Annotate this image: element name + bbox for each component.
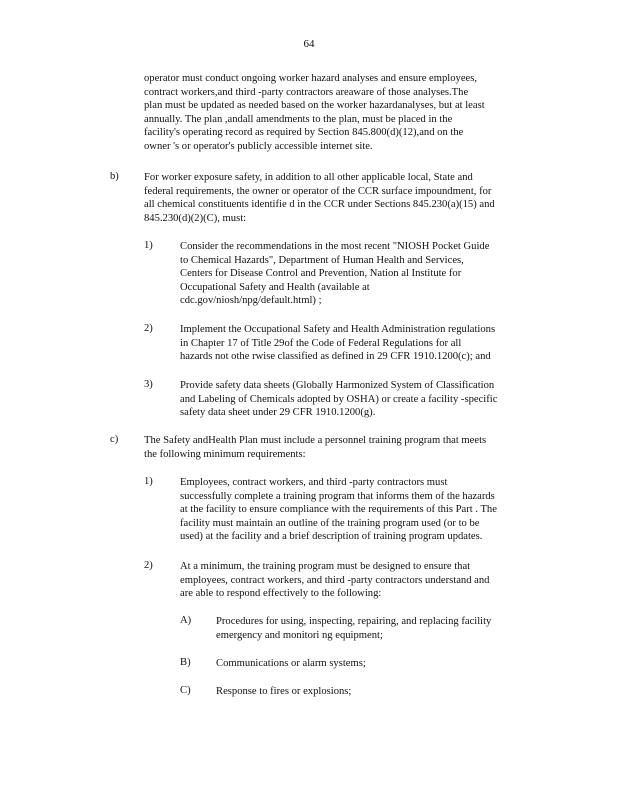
text-line: Response to fires or explosions; xyxy=(216,686,352,697)
item-b1-paragraph xyxy=(180,240,540,308)
text-line: Occupational Safety and Health (available at xyxy=(180,281,370,293)
item-b2-paragraph xyxy=(180,323,540,364)
subitem-c2b-marker: B) xyxy=(180,657,191,668)
subitem-c2a-paragraph xyxy=(216,615,536,642)
text-line: The Safety andHealth Plan must include a personnel training program that meets xyxy=(144,435,487,446)
text-line: successfully complete a training program that informs them of the hazards xyxy=(180,490,495,502)
section-b-paragraph xyxy=(144,171,539,225)
text-line: plan must be updated as needed based on the worker hazardanalyses, but at least xyxy=(144,100,485,112)
text-line: employees, contract workers, and third -party contractors understand and xyxy=(180,574,490,586)
text-line: facility's operating record as required by Section 845.800(d)(12),and on the xyxy=(144,127,464,139)
subitem-c2c-paragraph xyxy=(216,685,536,699)
subitem-c2b-paragraph xyxy=(216,657,536,671)
item-b3-marker: 3) xyxy=(144,379,153,390)
text-line: emergency and monitori ng equipment; xyxy=(216,629,383,641)
text-line: all chemical constituents identifie d in the CCR under Sections 845.230(a)(15) and xyxy=(144,199,495,211)
section-b-marker: b) xyxy=(110,171,119,182)
text-line: annually. The plan ,andall amendments to the plan, must be placed in the xyxy=(144,113,453,125)
section-c-paragraph xyxy=(144,434,539,461)
item-b1-marker: 1) xyxy=(144,240,153,251)
text-line: are able to respond effectively to the following: xyxy=(180,588,382,600)
text-line: owner 's or operator's publicly accessible internet site. xyxy=(144,140,373,152)
page-number: 64 xyxy=(303,38,315,50)
text-line: At a minimum, the training program must be designed to ensure that xyxy=(180,561,471,572)
text-line: 845.230(d)(2)(C), must: xyxy=(144,212,247,224)
text-line: Provide safety data sheets (Globally Harmonized System of Classification xyxy=(180,380,495,391)
intro-paragraph xyxy=(144,72,539,154)
text-line: contract workers,and third -party contractors areaware of those analyses.The xyxy=(144,86,469,98)
text-line: used) at the facility and a brief description of training program updates. xyxy=(180,531,483,543)
text-line: hazards not othe rwise classified as defined in 29 CFR 1910.1200(c); and xyxy=(180,351,491,363)
text-line: to Chemical Hazards", Department of Human Health and Services, xyxy=(180,254,464,266)
text-line: Procedures for using, inspecting, repairing, and replacing facility xyxy=(216,616,492,627)
text-line: operator must conduct ongoing worker hazard analyses and ensure employees, xyxy=(144,73,478,84)
text-line: at the facility to ensure compliance with the requirements of this Part . The xyxy=(180,504,497,516)
text-line: and Labeling of Chemicals adopted by OSHA) or create a facility -specific xyxy=(180,393,498,405)
text-line: Employees, contract workers, and third -party contractors must xyxy=(180,477,448,488)
item-c2-paragraph xyxy=(180,560,540,601)
item-c2-marker: 2) xyxy=(144,560,153,571)
text-line: Consider the recommendations in the most recent "NIOSH Pocket Guide xyxy=(180,241,490,252)
text-line: federal requirements, the owner or operator of the CCR surface impoundment, for xyxy=(144,185,492,197)
item-c1-paragraph xyxy=(180,476,540,544)
subitem-c2a-marker: A) xyxy=(180,615,192,626)
section-c-marker: c) xyxy=(110,434,119,445)
text-line: the following minimum requirements: xyxy=(144,448,306,460)
text-line: safety data sheet under 29 CFR 1910.1200(g). xyxy=(180,407,376,419)
text-line: Communications or alarm systems; xyxy=(216,658,366,669)
text-line: Implement the Occupational Safety and Health Administration regulations xyxy=(180,324,496,335)
item-c1-marker: 1) xyxy=(144,476,153,487)
item-b2-marker: 2) xyxy=(144,323,153,334)
text-line: facility must maintain an outline of the training program used (or to be xyxy=(180,517,480,529)
item-b3-paragraph xyxy=(180,379,540,420)
subitem-c2c-marker: C) xyxy=(180,685,191,696)
text-line: For worker exposure safety, in addition to all other applicable local, State and xyxy=(144,172,473,183)
text-line: in Chapter 17 of Title 29of the Code of Federal Regulations for all xyxy=(180,337,462,349)
text-line: Centers for Disease Control and Prevention, Nation al Institute for xyxy=(180,268,462,280)
text-line: cdc.gov/niosh/npg/default.html) ; xyxy=(180,295,322,307)
